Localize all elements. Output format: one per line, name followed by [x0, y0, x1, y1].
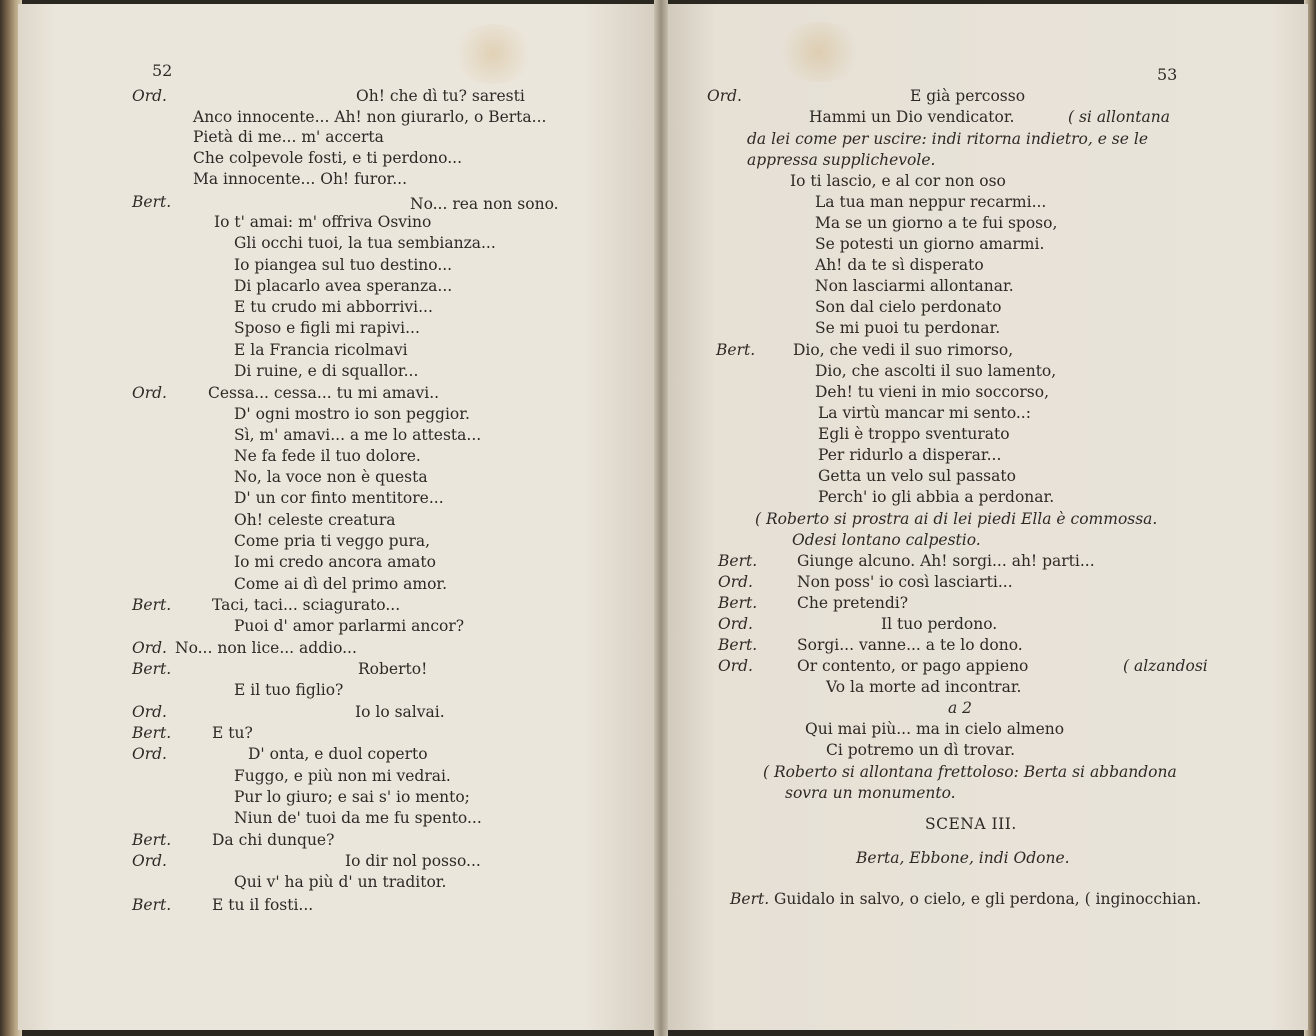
- verse-line: Di placarlo avea speranza...: [234, 277, 453, 295]
- verse-line: E già percosso: [910, 87, 1026, 105]
- speaker-label: Ord.: [132, 852, 167, 870]
- verse-line: E il tuo figlio?: [234, 681, 344, 699]
- speaker-label: Bert.: [132, 896, 172, 914]
- verse-line: Son dal cielo perdonato: [815, 298, 1002, 316]
- speaker-label: Ord.: [132, 639, 167, 657]
- verse-line: Egli è troppo sventurato: [818, 425, 1010, 443]
- verse-line: Dio, che vedi il suo rimorso,: [793, 341, 1014, 359]
- verse-line: Niun de' tuoi da me fu spento...: [234, 809, 482, 827]
- verse-line: Oh! celeste creatura: [234, 511, 396, 529]
- verse-line: La virtù mancar mi sento..:: [818, 404, 1031, 422]
- verse-line: Pietà di me... m' accerta: [193, 128, 384, 146]
- verse-line: Che pretendi?: [797, 594, 909, 612]
- speaker-label: Bert.: [718, 552, 758, 570]
- scene-characters: Berta, Ebbone, indi Odone.: [856, 849, 1070, 867]
- verse-line: Cessa... cessa... tu mi amavi..: [208, 384, 440, 402]
- verse-line: Pur lo giuro; e sai s' io mento;: [234, 788, 470, 806]
- speaker-label: Ord.: [132, 703, 167, 721]
- stage-direction: a 2: [948, 699, 973, 717]
- page-gutter: [654, 0, 668, 1036]
- speaker-label: Ord.: [718, 615, 753, 633]
- speaker-label: Bert.: [730, 890, 770, 908]
- verse-line: Se potesti un giorno amarmi.: [815, 235, 1045, 253]
- speaker-label: Bert.: [716, 341, 756, 359]
- verse-line: E tu crudo mi abborrivi...: [234, 298, 433, 316]
- speaker-label: Bert.: [718, 594, 758, 612]
- verse-line: Come ai dì del primo amor.: [234, 575, 448, 593]
- verse-line: No... non lice... addio...: [175, 639, 357, 657]
- verse-line: Il tuo perdono.: [881, 615, 998, 633]
- verse-line: Qui v' ha più d' un traditor.: [234, 873, 447, 891]
- speaker-label: Ord.: [707, 87, 742, 105]
- stage-direction: ( Roberto si prostra ai di lei piedi Ella è commossa.: [755, 510, 1158, 528]
- verse-line: Io dir nol posso...: [345, 852, 481, 870]
- paper-stain: [448, 24, 538, 84]
- verse-line: Io ti lascio, e al cor non oso: [790, 172, 1006, 190]
- stage-direction: sovra un monumento.: [785, 784, 956, 802]
- verse-line: E la Francia ricolmavi: [234, 341, 408, 359]
- speaker-label: Ord.: [718, 657, 753, 675]
- verse-line: La tua man neppur recarmi...: [815, 193, 1047, 211]
- speaker-label: Bert.: [132, 831, 172, 849]
- verse-line: D' onta, e duol coperto: [248, 745, 428, 763]
- speaker-label: Ord.: [132, 384, 167, 402]
- verse-line: Se mi puoi tu perdonar.: [815, 319, 1001, 337]
- speaker-label: Bert.: [132, 724, 172, 742]
- verse-line: Guidalo in salvo, o cielo, e gli perdona, ( inginocchian.: [774, 890, 1202, 908]
- verse-line: Or contento, or pago appieno: [797, 657, 1029, 675]
- page-number-left: 52: [152, 61, 173, 80]
- verse-line: E tu il fosti...: [212, 896, 314, 914]
- stage-direction: ( Roberto si allontana frettoloso: Berta si abbandona: [763, 763, 1177, 781]
- verse-line: Come pria ti veggo pura,: [234, 532, 431, 550]
- verse-line: Dio, che ascolti il suo lamento,: [815, 362, 1057, 380]
- verse-line: No, la voce non è questa: [234, 468, 428, 486]
- verse-line: Da chi dunque?: [212, 831, 335, 849]
- page-number-right: 53: [1157, 65, 1178, 84]
- verse-line: Io mi credo ancora amato: [234, 553, 436, 571]
- verse-line: D' ogni mostro io son peggior.: [234, 405, 470, 423]
- speaker-label: Bert.: [718, 636, 758, 654]
- verse-line: Ah! da te sì disperato: [815, 256, 984, 274]
- verse-line: Non lasciarmi allontanar.: [815, 277, 1014, 295]
- verse-line: Non poss' io così lasciarti...: [797, 573, 1013, 591]
- verse-line: Che colpevole fosti, e ti perdono...: [193, 149, 463, 167]
- verse-line: Io t' amai: m' offriva Osvino: [214, 213, 432, 231]
- verse-line: Sorgi... vanne... a te lo dono.: [797, 636, 1023, 654]
- verse-line: Ma innocente... Oh! furor...: [193, 170, 408, 188]
- verse-line: Gli occhi tuoi, la tua sembianza...: [234, 234, 496, 252]
- verse-line: Ci potremo un dì trovar.: [826, 741, 1016, 759]
- speaker-label: Ord.: [718, 573, 753, 591]
- verse-line: Ma se un giorno a te fui sposo,: [815, 214, 1058, 232]
- verse-line: Io piangea sul tuo destino...: [234, 256, 453, 274]
- stage-direction: ( alzandosi: [1123, 657, 1208, 675]
- scene-heading: SCENA III.: [925, 815, 1017, 833]
- verse-line: Deh! tu vieni in mio soccorso,: [815, 383, 1050, 401]
- speaker-label: Ord.: [132, 87, 167, 105]
- verse-line: Getta un velo sul passato: [818, 467, 1016, 485]
- verse-line: Hammi un Dio vendicator.: [809, 108, 1015, 126]
- verse-line: Sì, m' amavi... a me lo attesta...: [234, 426, 482, 444]
- stage-direction: Odesi lontano calpestio.: [792, 531, 981, 549]
- paper-stain: [774, 22, 864, 82]
- stage-direction: ( si allontana: [1068, 108, 1170, 126]
- speaker-label: Bert.: [132, 660, 172, 678]
- verse-line: Anco innocente... Ah! non giurarlo, o Berta...: [193, 108, 547, 126]
- stage-direction: appressa supplichevole.: [747, 151, 936, 169]
- verse-line: Taci, taci... sciagurato...: [212, 596, 401, 614]
- verse-line: Fuggo, e più non mi vedrai.: [234, 767, 451, 785]
- verse-line: E tu?: [212, 724, 253, 742]
- verse-line: No... rea non sono.: [410, 195, 559, 213]
- verse-line: Roberto!: [358, 660, 428, 678]
- verse-line: D' un cor finto mentitore...: [234, 489, 444, 507]
- verse-line: Giunge alcuno. Ah! sorgi... ah! parti...: [797, 552, 1095, 570]
- verse-line: Puoi d' amor parlarmi ancor?: [234, 617, 465, 635]
- speaker-label: Ord.: [132, 745, 167, 763]
- speaker-label: Bert.: [132, 596, 172, 614]
- speaker-label: Bert.: [132, 193, 172, 211]
- stage-direction: da lei come per uscire: indi ritorna indietro, e se le: [747, 130, 1148, 148]
- verse-line: Per ridurlo a disperar...: [818, 446, 1002, 464]
- verse-line: Perch' io gli abbia a perdonar.: [818, 488, 1055, 506]
- verse-line: Ne fa fede il tuo dolore.: [234, 447, 421, 465]
- verse-line: Oh! che dì tu? saresti: [356, 87, 525, 105]
- verse-line: Io lo salvai.: [355, 703, 445, 721]
- verse-line: Vo la morte ad incontrar.: [826, 678, 1022, 696]
- verse-line: Sposo e figli mi rapivi...: [234, 319, 420, 337]
- verse-line: Di ruine, e di squallor...: [234, 362, 419, 380]
- verse-line: Qui mai più... ma in cielo almeno: [805, 720, 1065, 738]
